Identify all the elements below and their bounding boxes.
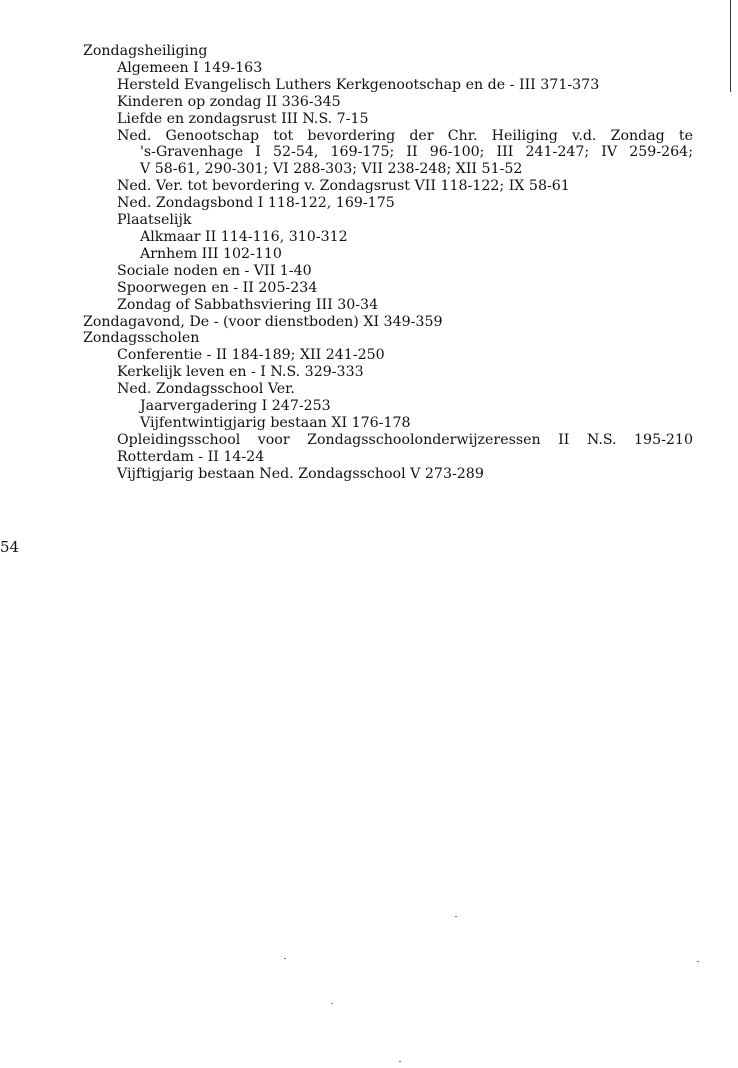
index-heading: Zondagsheiliging (83, 43, 208, 59)
index-list (83, 43, 693, 483)
index-subentry: Vijftigjarig bestaan Ned. Zondagsschool V 273-289 (117, 465, 484, 482)
index-subentry: Zondag of Sabbathsviering III 30-34 (117, 296, 379, 313)
index-subentry: Liefde en zondagsrust III N.S. 7-15 (117, 110, 369, 127)
index-subsubentry: Alkmaar II 114-116, 310-312 (140, 228, 348, 245)
index-subentry: Sociale noden en - VII 1-40 (117, 262, 312, 279)
index-subsubentry: Arnhem III 102-110 (140, 245, 282, 262)
scan-speck (284, 958, 286, 959)
scan-speck (455, 916, 457, 917)
index-subentry: Hersteld Evangelisch Luthers Kerkgenootschap en de - III 371-373 (117, 76, 600, 93)
index-subentry: Ned. Ver. tot bevordering v. Zondagsrust VII 118-122; IX 58-61 (117, 178, 570, 195)
page-edge-line (730, 0, 731, 92)
index-subentry: Ned. Zondagsbond I 118-122, 169-175 (117, 195, 395, 212)
index-subentry: Rotterdam - II 14-24 (117, 448, 265, 465)
page-number: 54 (0, 538, 20, 556)
index-subentry: Kinderen op zondag II 336-345 (117, 93, 341, 110)
index-continuation: 's-Gravenhage I 52-54, 169-175; II 96-100; III 241-247; IV 259-264; (140, 144, 693, 161)
index-subentry: Algemeen I 149-163 (117, 59, 263, 76)
scan-speck (331, 1003, 333, 1004)
index-subentry: Ned. Zondagsschool Ver. (117, 381, 295, 398)
index-heading: Zondagsscholen (83, 330, 200, 347)
index-continuation: V 58-61, 290-301; VI 288-303; VII 238-248; XII 51-52 (140, 161, 523, 178)
index-subsubentry: Jaarvergadering I 247-253 (140, 398, 331, 415)
index-subentry: Plaatselijk (117, 212, 192, 229)
scan-speck (697, 961, 699, 962)
index-subsubentry: Vijfentwintigjarig bestaan XI 176-178 (140, 414, 411, 431)
index-subentry: Opleidingsschool voor Zondagsschoolonderwijzeressen II N.S. 195-210 (117, 431, 693, 448)
index-heading: Zondagavond, De - (voor dienstboden) XI 349-359 (83, 313, 443, 330)
scan-speck (399, 1061, 401, 1062)
index-subentry: Conferentie - II 184-189; XII 241-250 (117, 347, 385, 364)
index-subentry: Spoorwegen en - II 205-234 (117, 279, 318, 296)
index-subentry: Kerkelijk leven en - I N.S. 329-333 (117, 364, 364, 381)
index-subentry: Ned. Genootschap tot bevordering der Chr. Heiliging v.d. Zondag te (117, 127, 693, 144)
